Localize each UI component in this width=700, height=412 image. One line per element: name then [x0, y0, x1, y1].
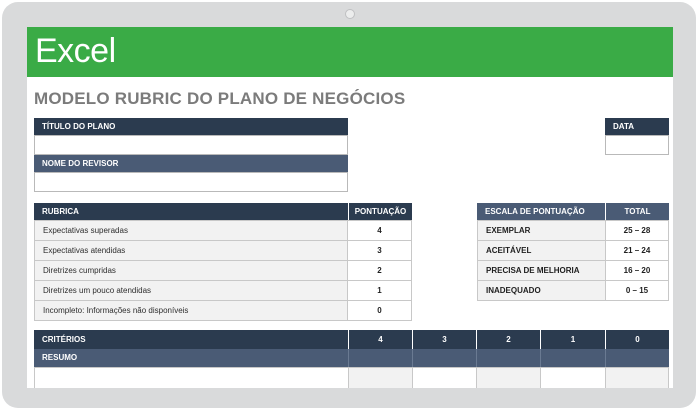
rubric-row-score[interactable]: 1	[347, 280, 412, 301]
scale-row-label: PRECISA DE MELHORIA	[477, 260, 606, 281]
section-divider	[348, 349, 349, 367]
criteria-score-cell[interactable]	[476, 367, 541, 388]
spreadsheet-screen	[27, 27, 673, 388]
scale-row-range: 25 – 28	[605, 220, 669, 241]
criteria-entry-cell[interactable]	[34, 367, 349, 388]
rubric-row-label: Diretrizes um pouco atendidas	[34, 280, 348, 301]
section-divider	[412, 349, 413, 367]
section-divider	[605, 349, 606, 367]
rubric-row-score[interactable]: 0	[347, 300, 412, 321]
page-title: MODELO RUBRIC DO PLANO DE NEGÓCIOS	[34, 89, 406, 108]
criteria-score-header: 2	[476, 330, 540, 349]
scale-row-label: EXEMPLAR	[477, 220, 606, 241]
criteria-score-header: 4	[348, 330, 412, 349]
rubric-row-score[interactable]: 2	[347, 260, 412, 281]
scale-row-range: 0 – 15	[605, 280, 669, 301]
section-divider	[476, 349, 477, 367]
app-banner-title: Excel	[35, 32, 116, 70]
rubric-row-label: Expectativas atendidas	[34, 240, 348, 261]
total-header: TOTAL	[605, 203, 669, 220]
criteria-header: CRITÉRIOS	[34, 330, 348, 349]
app-banner	[27, 27, 673, 77]
reviewer-name-header: NOME DO REVISOR	[34, 155, 348, 172]
rubric-row-label: Diretrizes cumpridas	[34, 260, 348, 281]
camera-icon	[345, 9, 355, 19]
criteria-score-cell[interactable]	[412, 367, 477, 388]
score-header: PONTUAÇÃO	[348, 203, 412, 220]
plan-title-field[interactable]	[34, 135, 348, 155]
scale-row-label: INADEQUADO	[477, 280, 606, 301]
rubric-header: RUBRICA	[34, 203, 348, 220]
criteria-score-cell[interactable]	[605, 367, 669, 388]
criteria-score-header: 3	[412, 330, 476, 349]
section-divider	[540, 349, 541, 367]
scale-row-range: 16 – 20	[605, 260, 669, 281]
scale-row-label: ACEITÁVEL	[477, 240, 606, 261]
criteria-score-cell[interactable]	[348, 367, 413, 388]
scale-row-range: 21 – 24	[605, 240, 669, 261]
rubric-row-score[interactable]: 3	[347, 240, 412, 261]
reviewer-name-field[interactable]	[34, 172, 348, 192]
rubric-row-label: Incompleto: Informações não disponíveis	[34, 300, 348, 321]
criteria-score-header: 1	[540, 330, 605, 349]
date-field[interactable]	[605, 135, 669, 155]
criteria-score-header: 0	[605, 330, 669, 349]
section-header-resumo: RESUMO	[34, 349, 669, 367]
criteria-score-cell[interactable]	[540, 367, 606, 388]
score-scale-header: ESCALA DE PONTUAÇÃO	[477, 203, 605, 220]
date-header: DATA	[605, 118, 669, 135]
rubric-row-score[interactable]: 4	[347, 220, 412, 241]
plan-title-header: TÍTULO DO PLANO	[34, 118, 348, 135]
rubric-row-label: Expectativas superadas	[34, 220, 348, 241]
